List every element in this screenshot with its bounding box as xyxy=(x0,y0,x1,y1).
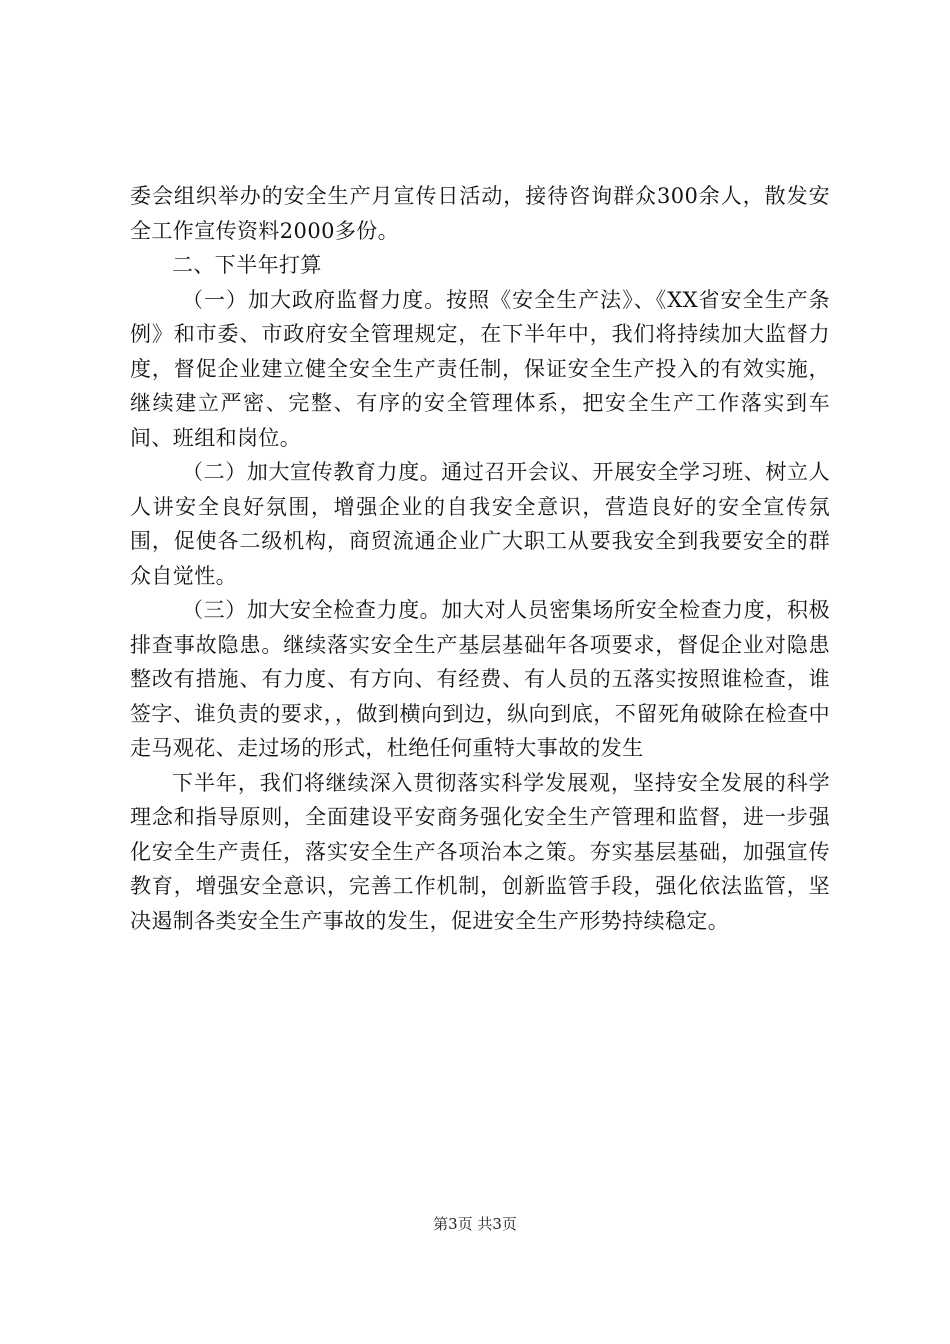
paragraph-conclusion: 下半年，我们将继续深入贯彻落实科学发展观，坚持安全发展的科学理念和指导原则，全面建设平安商务强化安全生产管理和监督，进一步强化安全生产责任，落实安全生产各项治本之策。夯实基层基础，加强宣传教育，增强安全意识，完善工作机制，创新监管手段，强化依法监管，坚决遏制各类安全生产事故的发生，促进安全生产形势持续稳定。 xyxy=(130,770,830,933)
paragraph-item-1: （一）加大政府监督力度。按照《安全生产法》、《XX省安全生产条例》和市委、市政府安全管理规定，在下半年中，我们将持续加大监督力度，督促企业建立健全安全生产责任制，保证安全生产投入的有效实施，继续建立严密、完整、有序的安全管理体系，把安全生产工作落实到车间、班组和岗位。 xyxy=(130,287,830,450)
section-heading: 二、下半年打算 xyxy=(172,253,322,277)
document-body xyxy=(130,179,830,938)
paragraph-item-3: （三）加大安全检查力度。加大对人员密集场所安全检查力度，积极排查事故隐患。继续落实安全生产基层基础年各项要求，督促企业对隐患整改有措施、有力度、有方向、有经费、有人员的五落实按照谁检查，谁签字、谁负责的要求，，做到横向到边，纵向到底，不留死角破除在检查中走马观花、走过场的形式，杜绝任何重特大事故的发生 xyxy=(130,598,830,760)
page-footer xyxy=(0,1213,950,1234)
page-number: 第3页 共3页 xyxy=(433,1215,517,1233)
paragraph-item-2: （二）加大宣传教育力度。通过召开会议、开展安全学习班、树立人人讲安全良好氛围，增强企业的自我安全意识，营造良好的安全宣传氛围，促使各二级机构，商贸流通企业广大职工从要我安全到我要安全的群众自觉性。 xyxy=(130,460,830,588)
paragraph-continuation: 委会组织举办的安全生产月宣传日活动，接待咨询群众300余人，散发安全工作宣传资料2000多份。 xyxy=(130,184,830,243)
